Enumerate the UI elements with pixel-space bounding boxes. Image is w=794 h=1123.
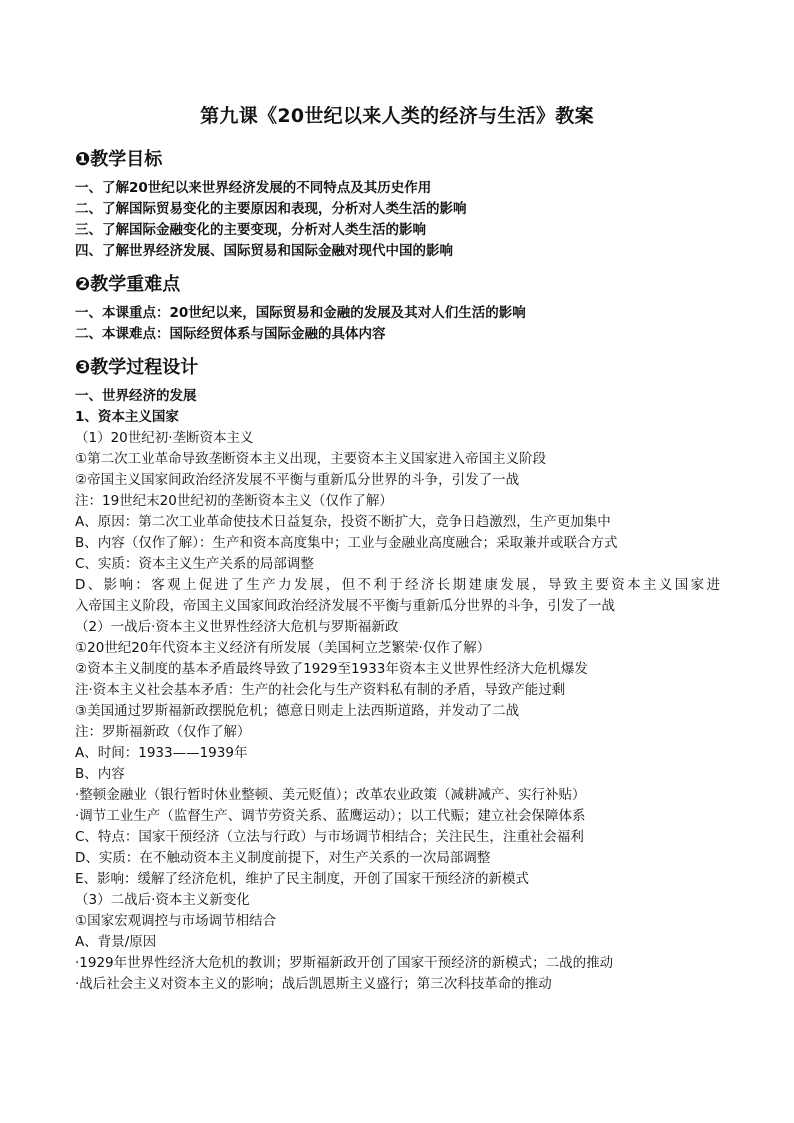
key-point-item-2: 二、本课难点：国际经贸体系与国际金融的具体内容 [75,326,386,342]
process-line-2: ①第二次工业革命导致垄断资本主义出现，主要资本主义国家进入帝国主义阶段 [75,451,547,467]
process-line-26: ·1929年世界性经济大危机的教训；罗斯福新政开创了国家干预经济的新模式；二战的推动 [75,955,614,971]
process-line-4: 注：19世纪末20世纪初的垄断资本主义（仅作了解） [75,493,393,509]
goal-item-1: 一、了解20世纪以来世界经济发展的不同特点及其历史作用 [75,180,432,196]
process-line-27: ·战后社会主义对资本主义的影响；战后凯恩斯主义盛行；第三次科技革命的推动 [75,976,552,992]
process-line-3: ②帝国主义国家间政治经济发展不平衡与重新瓜分世界的斗争，引发了一战 [75,472,520,488]
process-line-17: B、内容 [75,766,125,782]
process-subheading-2: 1、资本主义国家 [75,409,179,425]
goal-item-4: 四、了解世界经济发展、国际贸易和国际金融对现代中国的影响 [75,243,453,259]
process-line-1: （1）20世纪初·垄断资本主义 [75,430,254,446]
process-line-21: D、实质：在不触动资本主义制度前提下，对生产关系的一次局部调整 [75,850,491,866]
process-line-19: ·调节工业生产（监督生产、调节劳资关系、蓝鹰运动）；以工代赈；建立社会保障体系 [75,808,586,824]
goal-item-3: 三、了解国际金融变化的主要变现，分析对人类生活的影响 [75,222,426,238]
key-point-item-1: 一、本课重点：20世纪以来，国际贸易和金融的发展及其对人们生活的影响 [75,305,526,321]
process-line-22: E、影响：缓解了经济危机，维护了民主制度，开创了国家干预经济的新模式 [75,871,530,887]
process-line-8: D、影响：客观上促进了生产力发展，但不利于经济长期建康发展，导致主要资本主义国家进 [75,577,720,593]
section-heading-goals: ❶教学目标 [75,149,163,170]
process-line-11: ①20世纪20年代资本主义经济有所发展（美国柯立芝繁荣·仅作了解） [75,640,491,656]
process-line-20: C、特点：国家干预经济（立法与行政）与市场调节相结合；关注民生，注重社会福利 [75,829,584,845]
process-line-25: A、背景/原因 [75,934,157,950]
page-title: 第九课《20世纪以来人类的经济与生活》教案 [200,105,594,127]
process-line-18: ·整顿金融业（银行暂时休业整顿、美元贬值）；改革农业政策（减耕减产、实行补贴） [75,787,586,803]
process-line-10: （2）一战后·资本主义世界性经济大危机与罗斯福新政 [75,619,399,635]
process-line-13: 注·资本主义社会基本矛盾：生产的社会化与生产资料私有制的矛盾，导致产能过剩 [75,682,566,698]
process-line-23: （3）二战后·资本主义新变化 [75,892,250,908]
process-line-7: C、实质：资本主义生产关系的局部调整 [75,556,314,572]
process-line-15: 注：罗斯福新政（仅作了解） [75,724,251,740]
process-line-9: 入帝国主义阶段，帝国主义国家间政治经济发展不平衡与重新瓜分世界的斗争，引发了一战 [75,598,615,614]
process-line-6: B、内容（仅作了解）：生产和资本高度集中；工业与金融业高度融合；采取兼并或联合方式 [75,535,618,551]
process-line-12: ②资本主义制度的基本矛盾最终导致了1929至1933年资本主义世界性经济大危机爆发 [75,661,588,677]
process-line-5: A、原因：第二次工业革命使技术日益复杂，投资不断扩大，竞争日趋激烈，生产更加集中 [75,514,611,530]
section-heading-process: ❸教学过程设计 [75,357,199,378]
process-line-14: ③美国通过罗斯福新政摆脱危机；德意日则走上法西斯道路，并发动了二战 [75,703,520,719]
goal-item-2: 二、了解国际贸易变化的主要原因和表现，分析对人类生活的影响 [75,201,467,217]
process-line-16: A、时间：1933——1939年 [75,745,248,761]
process-subheading-1: 一、世界经济的发展 [75,388,197,404]
process-line-24: ①国家宏观调控与市场调节相结合 [75,913,277,929]
section-heading-key-points: ❷教学重难点 [75,274,181,295]
